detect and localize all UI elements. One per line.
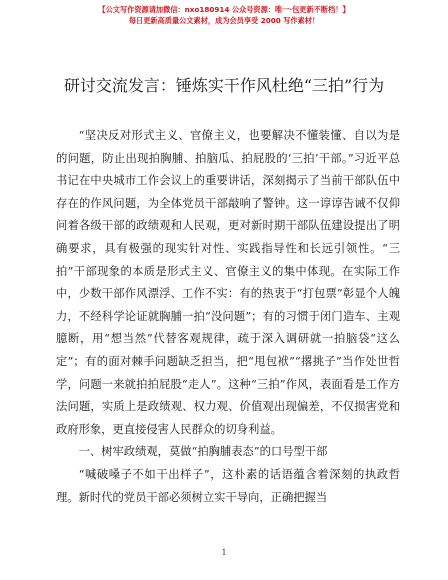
banner-line-2: 每日更新高质量公文素材，成为会员享受 2000 写作素材！ bbox=[128, 16, 320, 25]
banner-line-1: 【公文写作资源请加微信：nxo180914 公众号资源：唯一·包更新不断档！】 bbox=[98, 5, 350, 14]
intro-paragraph: “坚决反对形式主义、官僚主义，也要解决不懂装懂、自以为是的问题，防止出现拍胸脯、拍脑瓜、拍屁股的‘三拍’干部。”习近平总书记在中央城市工作会议上的重要讲话，深刻揭示了当前干部队伍中存在的作风问题，为全体党员干部敲响了警钟。这一谆谆告诫不仅仰问着各级干部的政绩观和人民观，更对新时期干部队伍建设提出了明确要求，具有极强的现实针对性、实践指导性和长远引领性。“三拍”干部现象的本质是形式主义、官僚主义的集中体现。在实际工作中，少数干部作风漂浮、工作不实：有的热衷于“打包票”彰显个人魄力，不经科学论证就胸脯一拍“没问题”；有的习惯于闭门造车、主观臆断，用“想当然”代替客观规律，疏于深入调研就一拍脑袋“这么定”；有的面对棘手问题缺乏担当，把“甩包袱”“撂挑子”当作处世哲学，问题一来就拍拍屁股“走人”。这种“三拍”作风，表面看是工作方法问题，实质上是政绩观、权力观、价值观出现偏差，不仅损害党和政府形象，更直接侵害人民群众的切身利益。 bbox=[56, 129, 400, 436]
page-number: 1 bbox=[221, 548, 227, 557]
section-paragraph: “喊破嗓子不如干出样子”，这朴素的话语蕴含着深刻的执政哲理。新时代的党员干部必须树立实干导向，正确把握当 bbox=[56, 467, 400, 504]
promo-banner bbox=[0, 4, 448, 26]
section-heading: 一、树牢政绩观，莫做“拍胸脯表态”的口号型干部 bbox=[78, 445, 328, 459]
document-title: 研讨交流发言：锤炼实干作风杜绝“三拍”行为 bbox=[63, 76, 385, 95]
document-body bbox=[56, 125, 400, 509]
